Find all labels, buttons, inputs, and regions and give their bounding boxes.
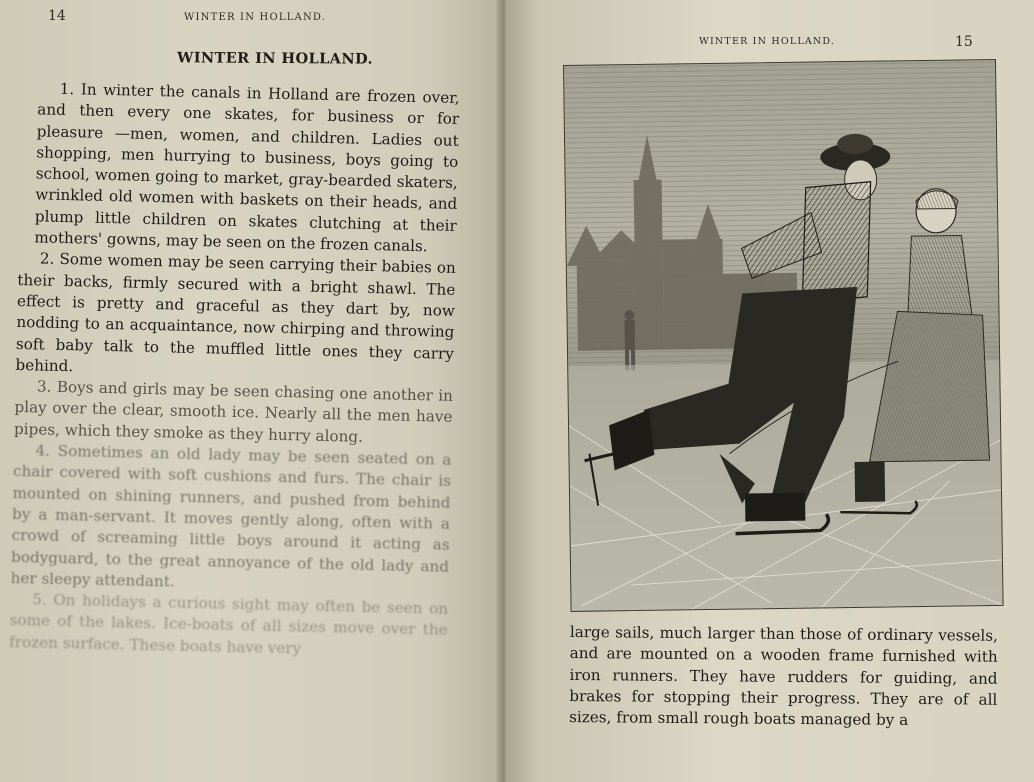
left-page bbox=[0, 0, 500, 782]
continuation-paragraph: large sails, much larger than those of ordinary vessels, and are mounted on a wooden frame furnished with iron runners. They have rudders for guiding, and brakes for stopping their progress. They are of all sizes, from small rough boats managed by a bbox=[569, 622, 998, 730]
chapter-title: WINTER IN HOLLAND. bbox=[176, 49, 373, 68]
left-page-body bbox=[9, 78, 460, 663]
paragraph-5: 5. On holidays a curious sight may often be seen on some of the lakes. Ice-boats of all sizes move over the frozen surface. These boats have very bbox=[9, 590, 449, 658]
paragraph-2: 2. Some women may be seen carrying their babies on their backs, firmly secured with a bright shawl. The effect is pretty and graceful as they dart by, now nodding to an acquaintance, now chirping and throwing soft baby talk to the muffled little ones they carry behind. bbox=[15, 249, 456, 376]
right-page-body bbox=[569, 622, 998, 732]
engraving-svg bbox=[564, 60, 1003, 611]
paragraph-3: 3. Boys and girls may be seen chasing one another in play over the clear, smooth ice. Nearly all the men have pipes, which they smoke as they hurry along. bbox=[13, 377, 454, 446]
right-page-number: 15 bbox=[955, 34, 973, 50]
left-page-number: 14 bbox=[48, 8, 66, 24]
left-running-head: WINTER IN HOLLAND. bbox=[184, 12, 327, 23]
paragraph-1: 1. In winter the canals in Holland are frozen over, and then every one skates, for business or for pleasure —men, women, and children. Ladies out shopping, men hurrying to business, boys going to school, women going to market, gray-bearded skaters, wrinkled old women with baskets on their heads, and plump little children on skates clutching at their mothers' gowns, may be seen on the frozen canals. bbox=[34, 79, 460, 256]
skaters-illustration bbox=[563, 59, 1004, 612]
paragraph-4: 4. Sometimes an old lady may be seen seated on a chair covered with soft cushions and furs. The chair is mounted on shining runners, and pushed from behind by a man-servant. It moves gently along, often with a crowd of screaming little boys around it acting as bodyguard, to the great annoyance of the old lady and her sleepy attendant. bbox=[10, 441, 452, 591]
right-running-head: WINTER IN HOLLAND. bbox=[699, 36, 836, 47]
